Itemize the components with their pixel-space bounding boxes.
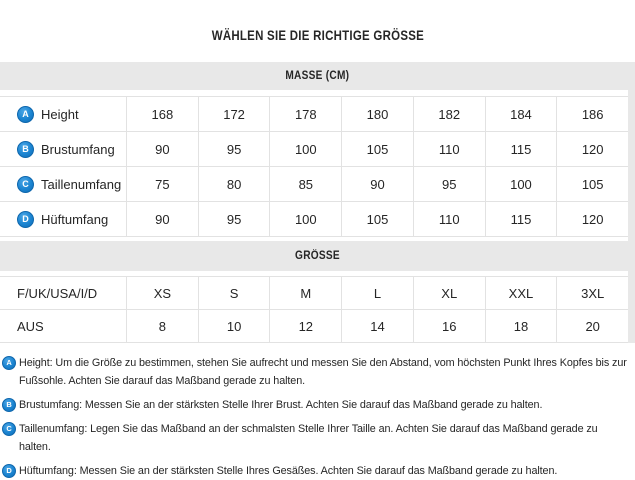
- section-header-groesse-label: GRÖSSE: [295, 250, 340, 262]
- value-cell: 100: [269, 202, 341, 236]
- page-title: [0, 0, 635, 41]
- row-label-cell: [0, 310, 126, 342]
- badge-d-icon: D: [17, 211, 34, 228]
- value-cell: 90: [126, 132, 198, 166]
- size-cell: L: [341, 277, 413, 309]
- value-cell: 180: [341, 97, 413, 131]
- sizes-table: [0, 271, 635, 343]
- row-label-cell: [0, 167, 126, 201]
- value-cell: 168: [126, 97, 198, 131]
- value-cell: 172: [198, 97, 270, 131]
- badge-d-icon: D: [2, 464, 16, 478]
- badge-a-icon: A: [2, 356, 16, 370]
- value-cell: 178: [269, 97, 341, 131]
- value-cell: 100: [269, 132, 341, 166]
- badge-b-icon: B: [2, 398, 16, 412]
- value-cell: 80: [198, 167, 270, 201]
- table-row-aus-sizes: [0, 309, 628, 343]
- row-label-cell: [0, 277, 126, 309]
- value-cell: 115: [485, 202, 557, 236]
- size-cell: 3XL: [556, 277, 628, 309]
- size-cell: 18: [485, 310, 557, 342]
- row-label: AUS: [17, 318, 44, 334]
- badge-a-icon: A: [17, 106, 34, 123]
- value-cell: 95: [413, 167, 485, 201]
- table-row-international-sizes: [0, 276, 628, 309]
- section-header-masse: [0, 62, 635, 90]
- note-text: Height: Um die Größe zu bestimmen, stehen Sie aufrecht und messen Sie den Abstand, vom höchsten Punkt Ihres Kopfes bis zur Fußsohle. Achten Sie darauf das Maßband gerade zu halten.: [19, 357, 627, 387]
- section-header-masse-label: MASSE (CM): [285, 70, 350, 82]
- size-cell: 14: [341, 310, 413, 342]
- size-cell: 16: [413, 310, 485, 342]
- size-cell: 20: [556, 310, 628, 342]
- value-cell: 120: [556, 202, 628, 236]
- row-label-cell: [0, 132, 126, 166]
- value-cell: 184: [485, 97, 557, 131]
- size-cell: 8: [126, 310, 198, 342]
- badge-c-icon: C: [2, 422, 16, 436]
- value-cell: 85: [269, 167, 341, 201]
- value-cell: 110: [413, 132, 485, 166]
- table-row-taillenumfang: [0, 166, 628, 201]
- value-cell: 95: [198, 132, 270, 166]
- table-row-hueftumfang: [0, 201, 628, 237]
- table-row-height: [0, 96, 628, 131]
- value-cell: 90: [126, 202, 198, 236]
- table-row-brustumfang: [0, 131, 628, 166]
- size-cell: 12: [269, 310, 341, 342]
- page-title-text: WÄHLEN SIE DIE RICHTIGE GRÖSSE: [211, 28, 424, 43]
- size-cell: XS: [126, 277, 198, 309]
- badge-c-icon: C: [17, 176, 34, 193]
- size-cell: 10: [198, 310, 270, 342]
- note-hueftumfang: [2, 462, 632, 480]
- size-cell: M: [269, 277, 341, 309]
- value-cell: 100: [485, 167, 557, 201]
- value-cell: 90: [341, 167, 413, 201]
- value-cell: 115: [485, 132, 557, 166]
- value-cell: 95: [198, 202, 270, 236]
- section-header-groesse: [0, 241, 635, 271]
- row-label: Height: [41, 106, 79, 122]
- value-cell: 105: [341, 202, 413, 236]
- value-cell: 75: [126, 167, 198, 201]
- row-label: Brustumfang: [41, 141, 115, 157]
- value-cell: 110: [413, 202, 485, 236]
- value-cell: 182: [413, 97, 485, 131]
- row-label: Hüftumfang: [41, 211, 109, 227]
- size-cell: XL: [413, 277, 485, 309]
- row-label: F/UK/USA/I/D: [17, 285, 98, 301]
- note-text: Taillenumfang: Legen Sie das Maßband an der schmalsten Stelle Ihrer Taille an. Achten Sie darauf das Maßband gerade zu halten.: [19, 423, 598, 453]
- value-cell: 105: [341, 132, 413, 166]
- note-taillenumfang: [2, 420, 632, 456]
- row-label-cell: [0, 202, 126, 236]
- value-cell: 105: [556, 167, 628, 201]
- note-text: Hüftumfang: Messen Sie an der stärksten Stelle Ihres Gesäßes. Achten Sie darauf das Maßband gerade zu halten.: [19, 465, 558, 477]
- size-cell: XXL: [485, 277, 557, 309]
- note-text: Brustumfang: Messen Sie an der stärksten Stelle Ihrer Brust. Achten Sie darauf das Maßband gerade zu halten.: [19, 399, 543, 411]
- note-brustumfang: [2, 396, 632, 414]
- value-cell: 186: [556, 97, 628, 131]
- value-cell: 120: [556, 132, 628, 166]
- badge-b-icon: B: [17, 141, 34, 158]
- size-cell: S: [198, 277, 270, 309]
- row-label-cell: [0, 97, 126, 131]
- measurement-notes: [0, 343, 635, 480]
- row-label: Taillenumfang: [41, 176, 122, 192]
- measurements-table: [0, 90, 635, 241]
- note-height: [2, 354, 632, 390]
